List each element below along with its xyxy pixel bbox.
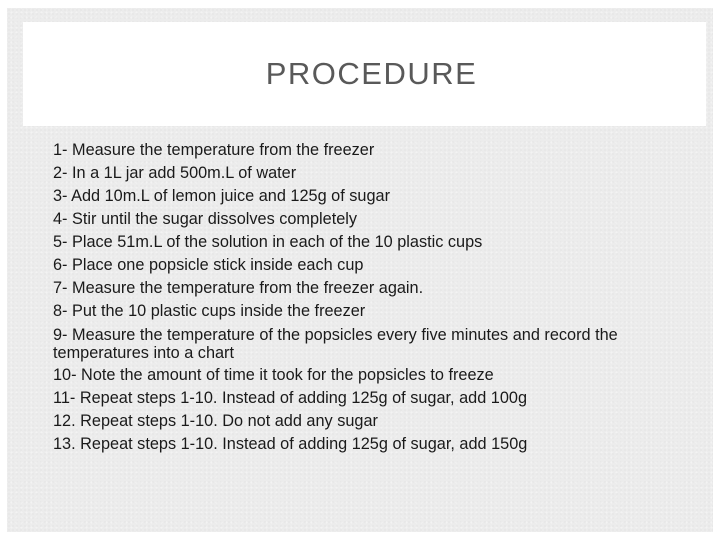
procedure-step: 9- Measure the temperature of the popsicles every five minutes and record the temperatures into a chart (53, 326, 618, 362)
procedure-step: 4- Stir until the sugar dissolves completely (53, 210, 358, 228)
slide-title: PROCEDURE (265, 56, 478, 91)
procedure-step: 12. Repeat steps 1-10. Do not add any sugar (53, 412, 378, 430)
procedure-step: 10- Note the amount of time it took for the popsicles to freeze (53, 366, 494, 384)
slide (7, 8, 713, 532)
procedure-step: 7- Measure the temperature from the freezer again. (53, 279, 424, 297)
procedure-step: 13. Repeat steps 1-10. Instead of adding 125g of sugar, add 150g (53, 435, 528, 453)
title-box (23, 22, 706, 126)
procedure-step: 1- Measure the temperature from the freezer (53, 141, 375, 159)
procedure-step: 6- Place one popsicle stick inside each cup (53, 256, 364, 274)
procedure-step: 11- Repeat steps 1-10. Instead of adding 125g of sugar, add 100g (53, 389, 528, 407)
procedure-step: 3- Add 10m.L of lemon juice and 125g of sugar (53, 187, 391, 205)
procedure-step: 8- Put the 10 plastic cups inside the freezer (53, 302, 366, 320)
procedure-step: 2- In a 1L jar add 500m.L of water (53, 164, 297, 182)
procedure-steps-list (53, 139, 653, 456)
procedure-step: 5- Place 51m.L of the solution in each of the 10 plastic cups (53, 233, 483, 251)
